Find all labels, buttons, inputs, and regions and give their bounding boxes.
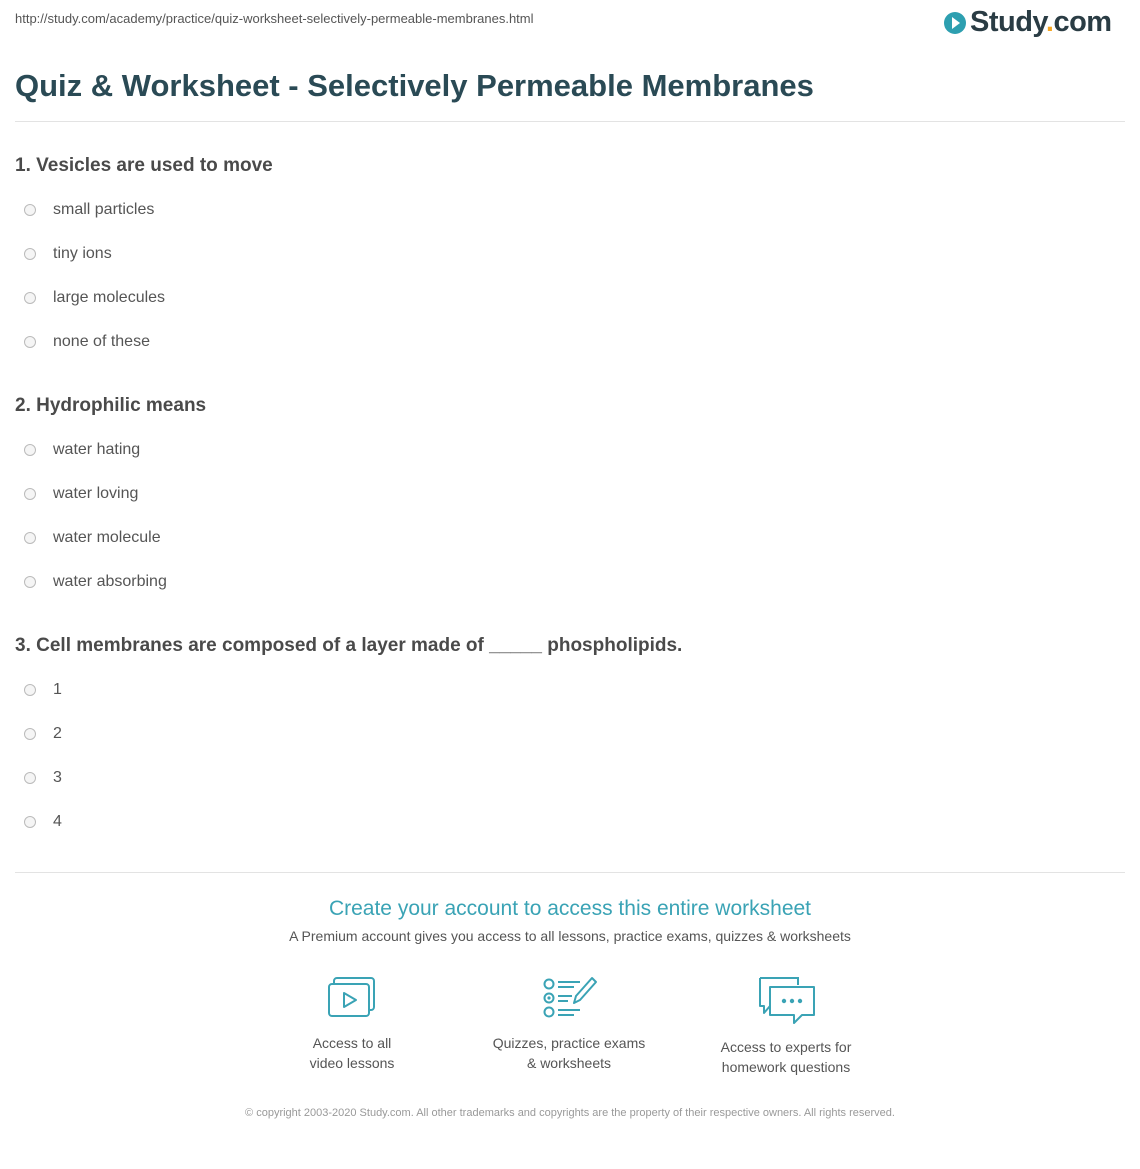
answer-option[interactable]: large molecules (15, 276, 273, 320)
answer-option[interactable]: 1 (15, 668, 682, 712)
logo-text: Study.com (970, 6, 1112, 38)
quiz-checklist-icon (540, 975, 598, 1023)
question-title: 2. Hydrophilic means (15, 395, 207, 416)
answer-option[interactable]: 3 (15, 756, 682, 800)
question-2 (15, 395, 206, 604)
answer-option[interactable]: 2 (15, 712, 682, 756)
radio-button[interactable] (24, 292, 36, 304)
question-3 (15, 635, 682, 844)
answer-option[interactable]: small particles (15, 188, 273, 232)
feature-label: Access to experts for homework questions (720, 1039, 852, 1075)
radio-button[interactable] (24, 532, 36, 544)
copyright-notice: © copyright 2003-2020 Study.com. All other trademarks and copyrights are the property of their respective owners. All rights reserved. (245, 1107, 895, 1119)
radio-button[interactable] (24, 336, 36, 348)
radio-button[interactable] (24, 204, 36, 216)
answer-option[interactable]: tiny ions (15, 232, 273, 276)
radio-button[interactable] (24, 772, 36, 784)
chat-bubbles-icon (754, 975, 818, 1027)
play-icon (944, 12, 966, 34)
feature-label: Quizzes, practice exams & worksheets (492, 1035, 646, 1071)
radio-button[interactable] (24, 444, 36, 456)
answer-option[interactable]: none of these (15, 320, 273, 364)
divider (15, 121, 1125, 122)
cta-subtitle: A Premium account gives you access to all lessons, practice exams, quizzes & worksheets (289, 928, 851, 944)
cta-link[interactable]: Create your account to access this entire worksheet (328, 897, 812, 920)
page-url: http://study.com/academy/practice/quiz-worksheet-selectively-permeable-membranes.html (15, 11, 534, 26)
answer-option[interactable]: water hating (15, 428, 206, 472)
feature-experts (686, 975, 886, 1077)
page-title: Quiz & Worksheet - Selectively Permeable Membranes (15, 68, 814, 103)
question-title: 3. Cell membranes are composed of a layer made of _____ phospholipids. (15, 635, 683, 656)
divider (15, 872, 1125, 873)
radio-button[interactable] (24, 816, 36, 828)
answer-option[interactable]: water molecule (15, 516, 206, 560)
radio-button[interactable] (24, 576, 36, 588)
signup-cta (0, 897, 1140, 944)
radio-button[interactable] (24, 488, 36, 500)
answer-option[interactable]: 4 (15, 800, 682, 844)
radio-button[interactable] (24, 728, 36, 740)
question-title: 1. Vesicles are used to move (15, 155, 273, 176)
feature-video-lessons (252, 975, 452, 1073)
feature-label: Access to all video lessons (309, 1035, 395, 1071)
radio-button[interactable] (24, 684, 36, 696)
feature-quizzes (469, 975, 669, 1073)
answer-option[interactable]: water loving (15, 472, 206, 516)
question-1 (15, 155, 273, 364)
video-lessons-icon (325, 975, 379, 1023)
answer-option[interactable]: water absorbing (15, 560, 206, 604)
radio-button[interactable] (24, 248, 36, 260)
study-logo[interactable] (944, 6, 1112, 39)
